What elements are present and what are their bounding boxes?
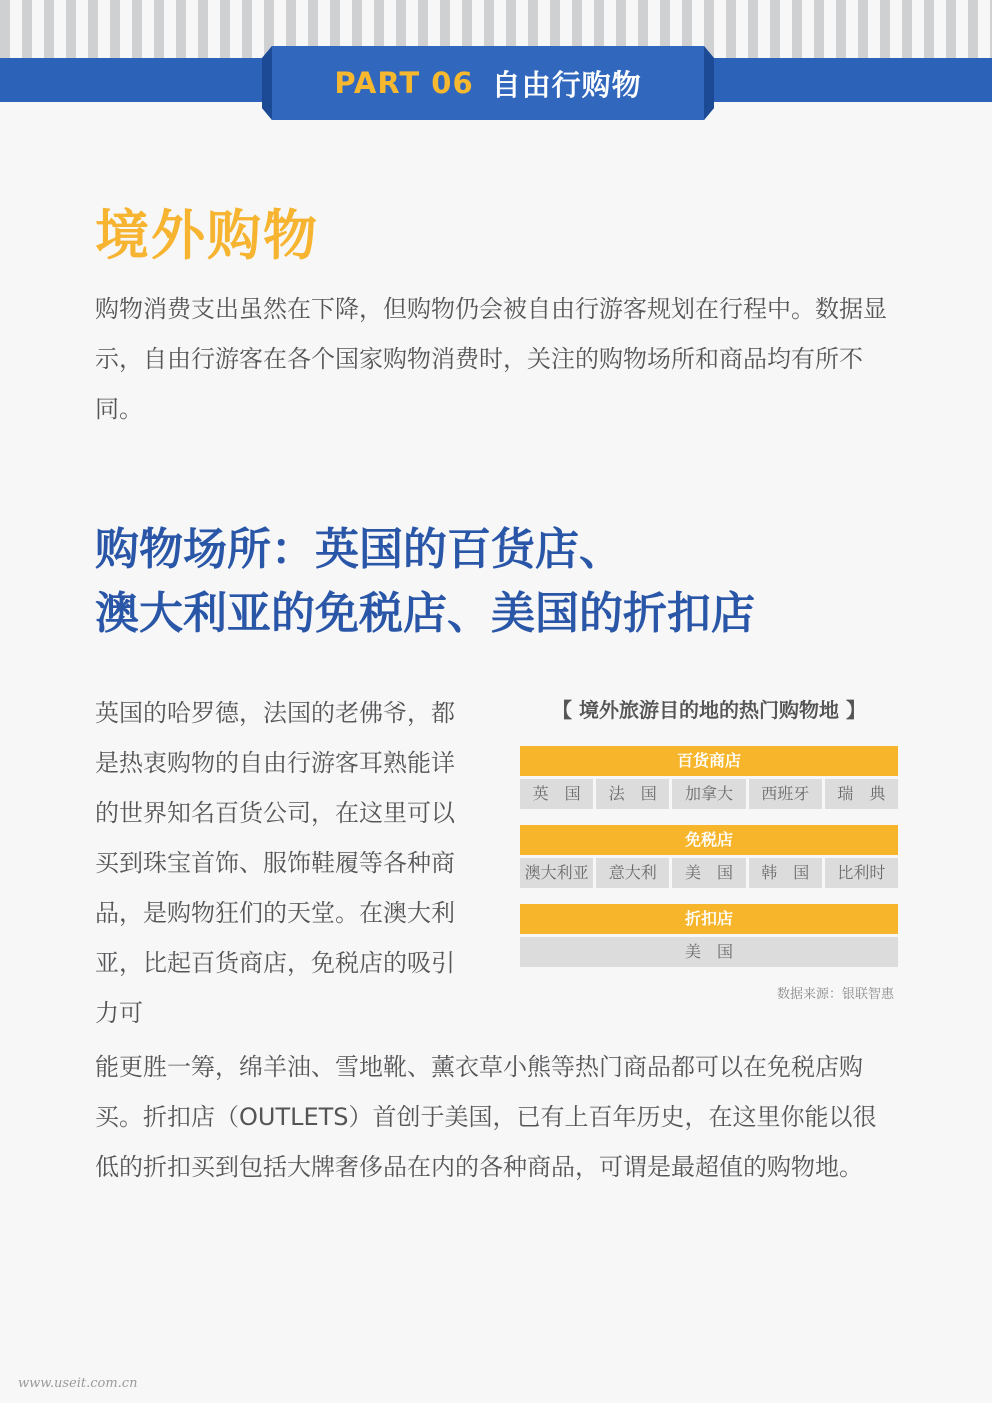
country-cell: 美 国 [520,937,898,967]
group-outlet [520,904,898,967]
data-source: 数据来源：银联智惠 [776,987,894,1002]
group-row [520,858,898,888]
subheading [95,518,915,646]
country-cell: 美 国 [672,858,745,888]
country-cell: 法 国 [596,779,669,809]
country-cell: 澳大利亚 [520,858,593,888]
part-banner [262,46,714,120]
intro-paragraph: 购物消费支出虽然在下降，但购物仍会被自由行游客规划在行程中。数据显示，自由行游客在各个国家购物消费时，关注的购物场所和商品均有所不同。 [95,295,887,423]
part-title: 自由行购物 [491,67,642,102]
body-continued-paragraph: 能更胜一筹，绵羊油、雪地靴、薰衣草小熊等热门商品都可以在免税店购买。折扣店（OUTLETS）首创于美国，已有上百年历史，在这里你能以很低的折扣买到包括大牌奢侈品在内的各种商品，可谓是最超值的购物地。 [95,1053,877,1181]
country-cell: 西班牙 [749,779,822,809]
group-header: 百货商店 [520,746,898,776]
group-row [520,937,898,967]
group-header: 免税店 [520,825,898,855]
country-cell: 比利时 [825,858,898,888]
country-cell: 加拿大 [672,779,745,809]
shopping-destinations-table [520,690,898,1002]
body-left-paragraph: 英国的哈罗德，法国的老佛爷，都是热衷购物的自由行游客耳熟能详的世界知名百货公司，在这里可以买到珠宝首饰、服饰鞋履等各种商品，是购物狂们的天堂。在澳大利亚，比起百货商店，免税店的吸引力可 [95,699,455,1027]
group-duty-free [520,825,898,888]
subheading-line-2: 澳大利亚的免税店、美国的折扣店 [95,588,755,639]
section-title: 境外购物 [95,204,319,267]
group-department-store [520,746,898,809]
group-header: 折扣店 [520,904,898,934]
table-title: 【 境外旅游目的地的热门购物地 】 [552,698,866,722]
group-row [520,779,898,809]
country-cell: 意大利 [596,858,669,888]
part-label: PART 06 [334,66,474,100]
country-cell: 瑞 典 [825,779,898,809]
country-cell: 英 国 [520,779,593,809]
subheading-line-1: 购物场所：英国的百货店、 [95,524,623,575]
watermark: www.useit.com.cn [18,1376,138,1391]
country-cell: 韩 国 [749,858,822,888]
